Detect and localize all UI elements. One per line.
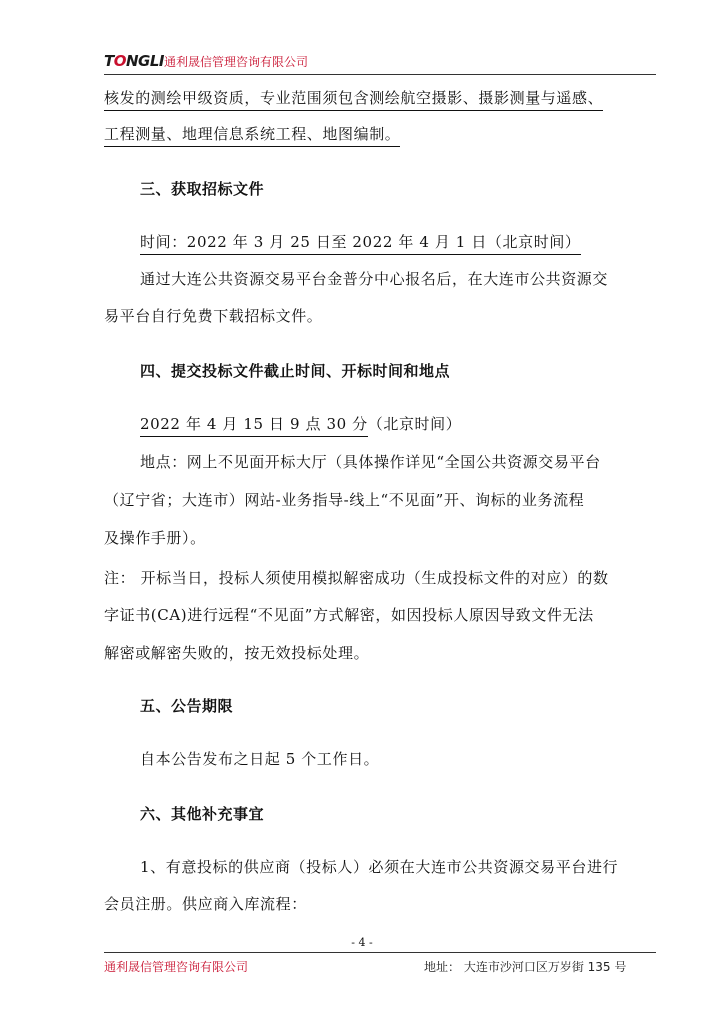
section-heading: 六、其他补充事宜	[140, 805, 265, 823]
tongli-logo: TONGLI	[104, 52, 165, 70]
footer-company-name: 通利晟信管理咨询有限公司	[104, 960, 249, 974]
paragraph-line: 会员注册。供应商入库流程：	[104, 895, 307, 913]
section-heading: 四、提交投标文件截止时间、开标时间和地点	[140, 362, 451, 380]
paragraph-line: 2022 年 4 月 15 日 9 点 30 分（北京时间）	[140, 413, 461, 434]
note-line: 注： 开标当日，投标人须使用模拟解密成功（生成投标文件的对应）的数	[104, 569, 609, 587]
paragraph-line: 自本公告发布之日起 5 个工作日。	[140, 750, 380, 768]
paragraph-line: 1、有意投标的供应商（投标人）必须在大连市公共资源交易平台进行	[140, 858, 619, 876]
section-heading: 五、公告期限	[140, 697, 234, 715]
paragraph-line: 及操作手册）。	[104, 529, 206, 547]
footer-address: 地址： 大连市沙河口区万岁街 135 号	[424, 960, 627, 974]
paragraph-line: 工程测量、地理信息系统工程、地图编制。	[104, 123, 400, 144]
paragraph-line: 地点：网上不见面开标大厅（具体操作详见“全国公共资源交易平台	[140, 453, 601, 471]
page-number: - 4 -	[351, 936, 373, 949]
page-header	[104, 50, 656, 74]
note-line: 字证书(CA)进行远程“不见面”方式解密，如因投标人原因导致文件无法	[104, 606, 594, 624]
footer-divider	[104, 952, 656, 953]
header-company-name: 通利晟信管理咨询有限公司	[164, 55, 309, 69]
paragraph-line: 通过大连公共资源交易平台金普分中心报名后，在大连市公共资源交	[140, 270, 609, 288]
paragraph-line: 易平台自行免费下载招标文件。	[104, 307, 323, 325]
section-heading: 三、获取招标文件	[140, 180, 265, 198]
header-divider	[104, 74, 656, 75]
paragraph-line: 时间：2022 年 3 月 25 日至 2022 年 4 月 1 日（北京时间）	[140, 231, 581, 252]
paragraph-line: 核发的测绘甲级资质，专业范围须包含测绘航空摄影、摄影测量与遥感、	[104, 87, 603, 108]
note-line: 解密或解密失败的，按无效投标处理。	[104, 644, 370, 662]
paragraph-line: （辽宁省；大连市）网站-业务指导-线上“不见面”开、询标的业务流程	[104, 491, 585, 509]
